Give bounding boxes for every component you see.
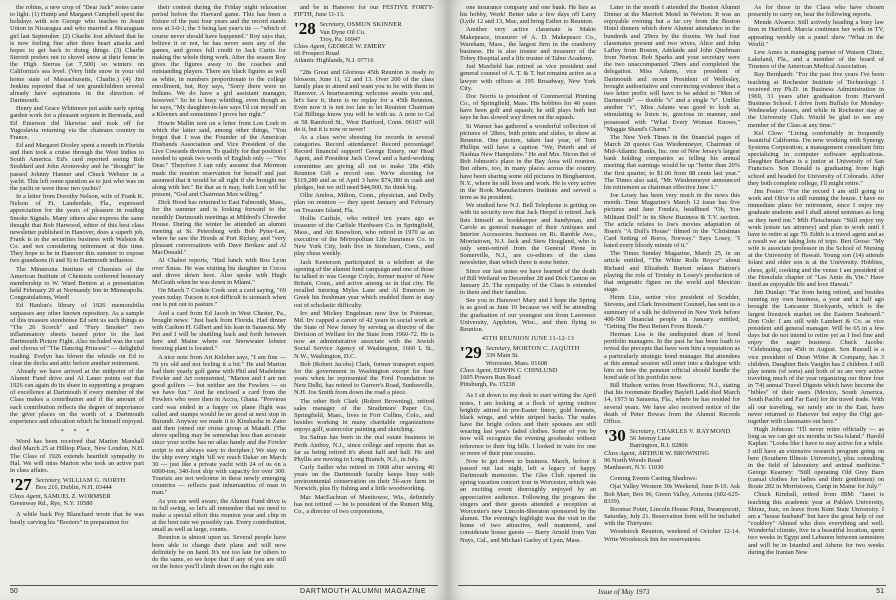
- secretary-name: MORTON C. JAQUITH: [512, 345, 580, 353]
- secretary-address-line-1: Van Dyne Oil Co.: [319, 28, 366, 36]
- paragraph: Jim Dunlap: "Far from being retired, and besides running my own business, a year and a half ago brought the Lancaster Stockyards, which is the largest livestock market on the Eastern Seaboard." Don Cole: I am still with Lambert & Co. as vice president and general manager. Will be 65 in a few days but do not intend to retire yet as I feel fine and enjoy the eager business. Chuck Jacobs: "Celebrating our 45th in August. Son Russell is a vice president of Dean Witter & Company, has 3 children. Daughter Bets Vaughn has 2 children. I still play tennis (of sorts) and both of us are very active traveling much of the year organizing our three four in '74) annual Travel Digests which have become the "bibles" of their users (Mexico, South America, South Pacific and Far East) for the travel trade. With all our traveling, we rarely are in the East, have never returned to Hanover but enjoy the Olgi get-together with classmates out here.": [748, 289, 884, 425]
- paragraph: Lew Ames is managing partner of Watson Clinic, Lakeland, Fla., and a member of the board of Trustees of the American Medical Association.: [748, 48, 884, 71]
- class-agent-address-line-2: Atlantic Highlands, N.J. 07716: [294, 57, 374, 65]
- class-entry-30: [604, 428, 740, 471]
- class-agent-name: GEORGE W. EMERY: [327, 42, 386, 50]
- paragraph: Bob (Robert Jacobs) Clark, former transport expert for the government in Washington except for four years when he represented the Ford Foundation in New Delhi, has retired to Gurrerr's Road, Sunbeeville, N.H. Joe Smith from down the road a piece.: [294, 360, 434, 397]
- class-agent-label: Class Agent,: [294, 42, 327, 50]
- paragraph: Ojai Valley Western 30s Weekend, June 8-10. Ask Bob Marr, Box 96, Green Valley, Arizona (602-625-8339).: [604, 483, 740, 505]
- paragraph: Ollie Ambos, Milton, Conn., physician, and Dolly plan on reunion — they spent January and February on Treasure Island, Fla.: [294, 192, 434, 214]
- secretary-label: Secretary,: [629, 428, 656, 436]
- paragraph: Ray Bernhardt: "For the past five years I've been teaching at Rochester Institute of Technology. I received my Ph.D. in Business Administration in 1969, 31 years after graduation from Harvard Business School. I drive from Buffalo for Monday-Wednesday classes, and while in Rochester stay at the University Club. Would be glad to see any member of the Class at any time.": [748, 71, 884, 129]
- paragraph: their contest during the Friday night relaxation period before the Harvard game. This has been a fixture of the past four years and the record stands now at 3-0-1, the 3 being last year's tie — "which of course never should have happened." Roy says that, believe it or not, he has never seen any of the games, and grows full credit to Jack Curtis for making the whole thing work. After the season Roy gives the figures away to the coaches and outstanding players. There are black figures as well as white, in numbers proportionate to the college enrollment, but, Roy says, "Sorry there were no Indians. We do have a girl assistant manager, however." So he is busy whittling, even though as he says, "My daughter-in-law says I'd cut myself on a Kleenex and sometimes I prove her right.": [152, 4, 286, 119]
- paragraph: As for those in the Class who have chosen presently to carry on, hear the following reports.: [748, 4, 884, 19]
- paragraph: Boomse Point, Lincoln House Point, Swampscott, Saturday, July 21. Reservation form will be included with the Thirtyster.: [604, 505, 740, 528]
- paragraph: And a card from Ed Jacob in West Chester, Pa., brought news: "Just back from Florida. Had dinner with Carlton H. Gilbert and his lean in Sarasota. My Pet and I will be shuttling back and forth between here and Maine where our Snowwater lobster freezing plant is located.": [152, 309, 286, 353]
- paragraph: A nice note from Art Keleher says, "I am fine — 70 yrs old and not feeling it a bit." He and Marion had their yearly golf game with Phil and Madeleine Fowler and Art commented, "Marion and I are not good golfers — but neither are the Fowlers — so we have fun." And he enclosed a card from the Fowlers who were then in Accra, Ghana. "Previous card was ended in a happy ox plane flight was called and stamps would be no good at next stop in Burundi. Anyway we made it to Kinshasha in Zaire and then joined our cruise group at Matadi. (The above spelling may be somewhat less than accurate since your scribe has no atlas handy and the Fowler script is not always easy to decipher.) We stay on the ship every night 'till we reach Dakar on March 30 — just like a private yacht with 24 of us on a 6000-ton, 340-foot ship with capacity for over 300. Tourists are not welcome in these newly emerging countries — reflects past inhumanities of man to man.": [152, 353, 286, 497]
- paragraph: Coming Events Casting Shadows:: [610, 475, 698, 483]
- paragraph: Irv and Mickey Engelman now live in Potomac, Md. Irv capped a career of 42 years in social work at the State of New Jersey by serving as director of the Division of Welfare for the State from 1960-72. He is now an administrative associate with the Jewish Social Service Agency of Washington, 1660 L St., N.W., Washington, D.C.: [294, 309, 434, 360]
- paragraph: Now to get down to business. March, before it passed out last night, left a legacy of happy Dartmouth memories. The Glee Club opened its spring vacation concert tour in Worcester, which was an exciting event thoroughly enjoyed by an appreciative audience. Following the program the singers and their guests attended a reception at Worcester's new Lincoln-Sheraton sponsored by the alumni. The evening's highlight was the visit in the home of two attractive, well mannered, and considerate house guests — Barry Arnold from Van Nuys, Cal., and Michael Garley of Lynn, Mass.: [460, 457, 596, 544]
- paragraph: "28s Great and Glorious 45th Reunion is ready to blossom, June 11, 12 and 13. Over 200 of the class family plan to attend and want you to be with them in Hanover. A heartwarming welcome awaits you and, let's face it, there is no replay for a 45th Reunion. Even now it is not too late to let Reunion Chairman Cal Billings know you will be with us. A note to Cal at 58 Ramford St., West Hartford, Conn. 06107 will do it, but it is now or never!: [294, 68, 434, 133]
- class-agent-address: Greenway Rd., Rye, N.Y. 10580: [10, 500, 93, 508]
- left-page-footer: [0, 584, 448, 600]
- paragraph: Hugh Johnson: "I'll never retire officially — as long as we can get six months in Sea Island." Harold Kaplan: "Looks like I have to stay active for a while. I still have an extensive research program going on here (Southern Illinois University), plus consulting in the field of laboratory and animal medicine." George Kearney: "Still operating Old Grey Barn (casual clothes for ladies and their gentlemen) on Route 202 in Morristown, Camp in Maine for July.": [748, 426, 884, 491]
- paragraph: Jim Foster: "For the record I am still going to work and Olive is still running the house. I have no immediate plans for retirement, since I enjoy my graduate students and I shall attend seminars as long as they need me." Milt Fleischman: "Still enjoy my work (estate tax attorney) and plan to work until I have to retire at age 70. Edith is a travel agent and as a result we are taking lots of trips. Bert Grose: "My wife is associate professor in the School of Nursing at the University of Hawaii. Young son (14) attends Iolani and older son is at the University. Hobbies, chess, golf, cooking and the venue I am president of the Honolulu chapter of "Les Amis du Vin." Have lined an enjoyable life and love Hawaii.": [748, 187, 884, 288]
- secretary-label: Secretary,: [35, 477, 62, 484]
- paragraph: As a class we're shooting for records in several categories. Record attendance! Record percentage! Record financial support! George Emery, our Head Agent, and President Jack Crowl and a hard-working committee are giving all out to make '28s 45th Reunion Gift a record one. We're shooting for $119,280 and as of April 3 have $74,380 in cash and pledges, but we still need $44,900. So think big.: [294, 133, 434, 192]
- paragraph: Woodstock Reunion, weekend of October 12-14. Write Woodstock Inn for reservations.: [604, 528, 740, 543]
- right-page: [448, 0, 896, 600]
- secretary-address-line-1: 339 Main St.: [485, 352, 519, 360]
- class-agent-address-line-1: 96 North Woods Road: [604, 456, 662, 464]
- paragraph: As I sit down to my desk to start writing the April notes, I am looking at a flock of spring visitors brightly attired in pre-Easter finery, gold bonnets, black wings, and white striped backs. The males have the bright colors and their spouses are still wearing last year's faded clothes. Some of you by now will recognize the evening grosbeaks without reference to their big bills. I looked in vain for one or more of their pine cousins.: [460, 392, 596, 457]
- secretary-address-line-2: Troy, Pa. 16947: [319, 35, 361, 43]
- left-column-3: [294, 4, 434, 582]
- class-entry-27: [10, 477, 144, 507]
- footer-rule: [458, 585, 886, 586]
- paragraph: Jud Maxfield has retired as vice president and general counsel of A. T. & T. but remains active as a lawyer with offices at 195 Broadway, New York City.: [460, 63, 596, 92]
- paragraph: one insurance company and one bank. He lists as his hobby, Work! Better take a few days off Larry (Lytle 12 and 13, Mac, and bring Esther to Reunion.: [460, 4, 596, 26]
- paragraph: Mende Alvarez: Still actively heading a busy law firm in Hartford. Marcia continues her work in TV, appearing weekly on a panel show "What in the World.": [748, 19, 884, 48]
- paragraph: Al Chabot reports, "Had lunch with Ros Lyon over Xmas. He was visiting his daughter in Cocoa and drove down here. Also spoke with Hugh McGrath when he was down in Miami.": [152, 257, 286, 286]
- secretary-name: CHARLES V. RAYMOND: [656, 428, 731, 436]
- secretary-address-line-1: 56 Jeremy Lane: [629, 435, 671, 443]
- paragraph: Howie Mallin sent on a letter from Lon Loeb in which the latter said, among other things, "You forgot that I was the Founder of the American Husbands Association and Vice President of the Live Cowards division. To qualify for that position I needed to speak two words of English only — "Yes Dear." Therefore I can only assume that Mormon made the reunion reservation for herself and just assumed that it would be all right if she brought me along with her." Be that as it may, both Lon will be present, "God and Chairman Max willing.": [152, 119, 286, 199]
- class-year: '27: [10, 475, 32, 494]
- paragraph: See you in Hanover! Mary and I hope the Spring is as good as June 10 because we will be attending the graduation of our youngest son from Lawrence University, Appleton, Wisc., and then flying to Reunion.: [460, 297, 596, 333]
- left-column-2: [152, 4, 286, 582]
- class-agent-label: Class Agent,: [460, 366, 493, 374]
- secretary-name: WILLIAM G. NORTH: [62, 477, 126, 484]
- class-agent-address-line-2: Manhasset, N.Y. 11030: [604, 464, 664, 472]
- paragraph: Since our last notes we have learned of the death of Bill Weiland on December 28 and Dick Canton on January 25. The sympathy of the Class is extended to them and their families.: [460, 267, 596, 297]
- paragraph: the robins, a new crop of "Dear Jack" notes came to light. (1) Hump and Margaret Campbell spent the holidays with son George who teaches in Jesuit Union in Nicaragua and who married a Nicaraguan girl last September. (2) Charlie Jost advised that he is now feeling fine after three heart attacks and hopes to get back to doing things. (3) Charlie Sterrett prefers not to shovel snow at their home in the High Sierras (at 7,500) so winters on California's sea level. (Very little snow in your old home state of Massachusetts, Charlie.) (4) Jim Jenkins reported that of ten grandchildren several already have aspirations in the direction of Dartmouth.: [10, 4, 144, 105]
- secretary-address-line-2: Worcester, Mass. 01608: [485, 359, 548, 367]
- class-agent-address-line-1: 66 Prospect Road: [294, 50, 340, 58]
- class-agent-name: SAMUEL Z. WORMSER: [43, 493, 111, 500]
- paragraph: Mac MacEachran of Manitowoc, Wis., definitely has not retired — he is president of the Rumert Mfg. Co., a director of two corporations,: [294, 493, 434, 515]
- paragraph: The Times Sunday Magazine, March 25, in an article entitled, "The White Rolls Royce" about Richard and Elizabeth Burton relates Burton's playing the role of Trotsky in Losey's production of that enigmatic figure on the world and Mexican stage.: [604, 250, 740, 294]
- class-year: '28: [294, 19, 316, 39]
- paragraph: Ira Safran has been in the real estate business in Perth Amboy, N.J., since college and reports that as far as being retired it's about half and half. He and Phyllis are moving to Long Branch, N.J., in July.: [294, 434, 434, 463]
- paragraph: Joe Losey has been very much in the news this month. Time Magazine's March 12 issue has five pictures and Jane Fonda's, headlined "Oh, You Militant Doll" in its Show Business & T.V. section. The article relates to Joe's movies adaptation of Ibsen's "A Doll's House" filmed in the "Christmas Card Setting of Roros, Norway." Says Losey, "I hated every bloody minute of it.": [604, 192, 740, 250]
- secretary-label: Secretary,: [485, 345, 512, 353]
- paragraph: Hollis Carlisle, who retired ten years ago as treasurer of the Carlisle Hardware Co. in Springfield, Mass., and Art Knowlton, who retired in 1970 as an executive of the Metropolitan Life Insurance Co. in New York City, both live in Stoneham, Conn., and play chess weekly.: [294, 214, 434, 258]
- class-entry-29: [460, 345, 596, 388]
- paragraph: Chuck Kimball, retired from IBM: "Janet is teaching this academic year at Pahlavi University, Shiraz, Iran, on leave from Kent State University. I am a "house husband" but have the great help of our "cookboy" Ahmed who does everything and well. Wonderful climate, live in a beautiful location, spent two weeks in Egypt and Lebanon between semesters and will be in Istanbul and Athens for two weeks during the Iranian New: [748, 491, 884, 556]
- left-column-1: [10, 4, 144, 582]
- class-entry-28: [294, 21, 434, 64]
- right-page-footer: [448, 584, 896, 600]
- paragraph: Dick Hood has returned to East Falmouth, Mass., for the summer and is looking forward to the monthly Dartmouth meetings at Mildred's Chowder House. During the winter he attended an alumni meeting at St. Petersburg with Bob Pyter-Lee, where he saw the Hoods at Port Richey, and "very pleasant conversations with Dave Brokaw and Al MacDonald.": [152, 199, 286, 257]
- paragraph: Another very active classmate is Makie Makepeace, treasurer of A. D. Makepeace Co., Wareham, Mass., the largest firm in the cranberry business. He is also trustee and treasurer of the Tobey Hospital and a life trustee of Tabor Academy.: [460, 26, 596, 63]
- paragraph: Herm Liss, senior vice president of Scudder, Stevens, and Clark Investment Counsel, has sent us a summary of a talk he delivered in New York before 400-500 financial people in January entitled, "Getting The Best Return From Bonds.": [604, 294, 740, 330]
- paragraph: Jack Keeterson participated in a telethon at the opening of the alumni fund campaign and one of those he talked to was George Coyle, former mayor of New Britain, Conn., and active among us in that city. He recalled tutoring Myles Lane and Al Emerson in Greek his freshman year which enabled them to stay out of scholastic difficulty.: [294, 258, 434, 309]
- paragraph: Henry and Grace Whitmore put aside early spring garden work for a pleasant sojourn in Bermuda, and Ed Emerson did likewise and took off for Yugoslavia returning via the chateaux country in France.: [10, 105, 144, 141]
- issue-date: Issue of May 1973: [598, 588, 650, 596]
- class-agent-name: ARTHUR W. BROWNING: [637, 449, 709, 457]
- class-agent-address-line-1: 1605 Powers Run Road: [460, 374, 521, 381]
- paragraph: As you are well aware, the Alumni Fund drive is in full swing, so let's all remember that we need to make a special effort this reunion year and chip in at the best rate we possibly can. Every contribution, small as well as large, counts.: [152, 497, 286, 534]
- right-column-2: [604, 4, 740, 582]
- secretary-address-line-2: Barrington, R.I. 02806: [629, 442, 688, 450]
- paragraph: The Minnesota Institute of Chemists of the American Institute of Chemists conferred honorary membership to W. Ward Benton at a presentation held February 20 at Normandy Inn in Minneapolis. Congratulations, Ward!: [10, 265, 144, 302]
- secretary-name: OSMUN SKINNER: [346, 21, 402, 29]
- paragraph: Word has been received that Marion Marshall died March 25 at Hilltop Place, New London, N.H. The Class of 1926 extends heartfelt sympathy to Hal. We will miss Marion who took an active part in class affairs.: [10, 438, 144, 474]
- paragraph: In a letter from Dorothy Nelson, wife of Frank K. Nelson of Ft. Lauderdale, Fla., expressed appreciation for the years of pleasure in reading Smoke Signals. Many others also express the same thought that Bob Harwood, editor of this best class newsletter published in Hanover, does a superb job. Frank is in the securities business with Walston & Co. and not considering retirement at this time. They hope to be in Hanover this summer to expose two grandsons (6 and 9) to Dartmouth influence.: [10, 193, 144, 265]
- page-number: 51: [876, 588, 884, 595]
- secretary-label: Secretary,: [319, 21, 346, 29]
- paragraph: Herman Liss is the undisputed dean of bond portfolio managers. In the past he has been loath to reveal the precepts that have won him a reputation as a particularly strategic bond manager. But attendees at this annual session will enter into a dialogue with him on how the pension official should handle the bond side of his portfolio now.: [604, 331, 740, 381]
- class-year: '29: [460, 343, 482, 363]
- paragraph: Ed Hanlon's library of 1926 memorabilia surpasses any other known repository. As a sample of this treasure storehouse Ed sent us such things as "The 26 Scorch" and "Fury Smoker" two inflammatory sheets issued prior to the last Dartmouth Picture Fight. Also included was the cast and chorus of "The Dancing Princess" — delightful reading. Evelyn has blown the whistle on Ed to clear the decks and attic before another retirement.: [10, 302, 144, 367]
- class-agent-address-line-2: Pittsburgh, Pa. 15238: [460, 381, 515, 389]
- class-agent-label: Class Agent,: [604, 449, 637, 457]
- paragraph: Already we have arrived at the midpoint of the Alumni Fund drive and Al Lauer points out that 1926 can again do its share in supporting a program of excellence at Dartmouth if every member of the Class makes a contribution and if the amount of each contribution reflects the degree of importance the giver places on the worth of a Dartmouth experience and education which he himself enjoyed.: [10, 367, 144, 425]
- paragraph: Bill Hudson writes from Hawthorne, N.J., stating that his roommate Bradley Bayleft Ladd died March 14, 1973 in Sarasota, Fla., where he has resided for several years. We have also received notice of the death of Peter Bowas from the Alumni Records Office.: [604, 382, 740, 425]
- footer-rule: [10, 585, 438, 586]
- class-agent-label: Class Agent,: [10, 493, 43, 500]
- paragraph: Curly Sadler who retired in 1968 after serving 40 years on the Dartmouth faculty keeps busy with environmental conservation on their 56-acre farm in Norwich, plus fly fishing and a little woodworking.: [294, 463, 434, 493]
- secretary-address: Box 216, Dublin, N.H. 03444: [35, 484, 112, 492]
- paragraph: Later in the month I attended the Boston Alumni Dinner at the Marriott Motel in Newton. It was an enjoyable evening but a far cry from the Boston Hotel dinners which drew Alumni attendance in the hundreds and '29ers by the dozens. We had four classmates present and two wives, Alice and John Laffey from Boston, Adelaide and John Quebman from Norton. Bob Sparks and your secretary were the two unaccompanied '29ers and completed the delegation. Miss Adams, vice president of Dartmouth and recent President of Wellesley, brought authoritative and convincing evidence that a two letter prefix will have to be added to "Men of Dartmouth" — double "s" and a single "e". Unlike another "e", Miss Adams was good to look at, stimulating to listen to, gracious in manner, and possessed with "What Every Woman Knows," "Maggie Shand's Charm.": [604, 4, 740, 133]
- paragraph: Si Warner has gathered a wonderful collection of pictures of '28ers, both prints and slides, to show at Reunion. One picture, taken last year, of Tom Phillips will have a caption "We, Peterb and of Nashua New Hampshire." He and Mrs. Nicon Bet of Bob Johnson's place in the Bay Area will reunion. But others, too, in many places across the country have been sharing some old pictures in Binghamton, N.Y., where he still lives and work. He is very active in the Book Manufacturers Institute and served a term as its president.: [460, 122, 596, 202]
- class-year: '30: [604, 426, 626, 446]
- page-number: 50: [10, 588, 18, 595]
- paragraph: The other Bob Clark (Robert Browning), retired sales manager of the Strathmore Paper Co., Springfield, Mass., lives in Fort Collins, Colo., and besides working in many charitable organizations enjoys golf, watercolor painting and sketching.: [294, 397, 434, 434]
- paragraph: On March 7 Cookie Cook sent a card saying, "69 years today. Tucson is not difficult to stomach when one is put out to pasture.": [152, 287, 286, 309]
- paragraph: The New York Times in the financial pages of March 28 quotes Gus Wiedenmeyer, Chairman of Mid-Atlantic Banks, Inc. one of New Jersey's largest bank holding companies as telling his annual meeting that earnings would be up "better than 20% the first quarter, to $1.06 from 88 cents last year." The Times also said, "Mr. Wiedenmeyer announced his retirement as chairman effective June 1.": [604, 133, 740, 191]
- paragraph: We studied how N.J. Bell Telephone is getting on with its security now that Jack Herpel is retired. Jack lists himself as bookkeeper and handyman, and Carole as general manager of their Antiques and Interior Accessories business on Rt. Ramble Ave., Morristown, N.J. Jack and Stew Hougland, who is only semi-retired from the General Pione in Somerville, N.J., are co-editors of the class newsletter, than which there is none better.: [460, 202, 596, 267]
- paragraph: Reunion is almost upon us. Several people have been able to change their plans and will now definitely be on hand. It's not too late for others to do the same, so we hope that if any of you are still on the fence you'll climb down on the right side: [152, 534, 286, 571]
- right-column-3: [748, 4, 884, 582]
- paragraph: Doc Norris is president of Commercial Printing Co., of Springfield, Mass. His hobbies for 40 years have been golf and squash; he still plays both but says he has slowed way down on the squash.: [460, 92, 596, 122]
- magazine-title: DARTMOUTH ALUMNI MAGAZINE: [300, 588, 427, 595]
- section-divider: * * *: [60, 428, 94, 436]
- class-agent-name: EDWIN C. CHINLUND: [493, 366, 558, 374]
- paragraph: A while back Pey Blanchard wrote that he was busily carving his "Booters" in preparation for: [10, 511, 144, 526]
- paragraph: Kel Clow: "Living comfortably in frequently beautiful California. I'm now working with Synergy Systems Corporation, a management consultant firm specializing in computer software applications. Daughter Barbara is a junior at University of San Francisco. Son Donald is graduating from high school and headed for University of Colorado. After they both complete college, I'll might retire.": [748, 129, 884, 187]
- paragraph: Ed and Margaret Dooley spent a month in Florida and then took a cruise through the West Indies to South America. Ed's card reported seeing Bob Stoddard and John Aronovsky and he "thought" he passed Johnny Hanner and Chuck Webster in a yacht. This left some question as to just who was on the yacht or were these two yachts?: [10, 141, 144, 192]
- paragraph: and be in Hanover for our FESTIVE FORTY-FIFTH, June 11-13.: [294, 4, 434, 19]
- right-column-1: [460, 4, 596, 582]
- reunion-banner: 45TH REUNION JUNE 11-12-13: [481, 335, 575, 343]
